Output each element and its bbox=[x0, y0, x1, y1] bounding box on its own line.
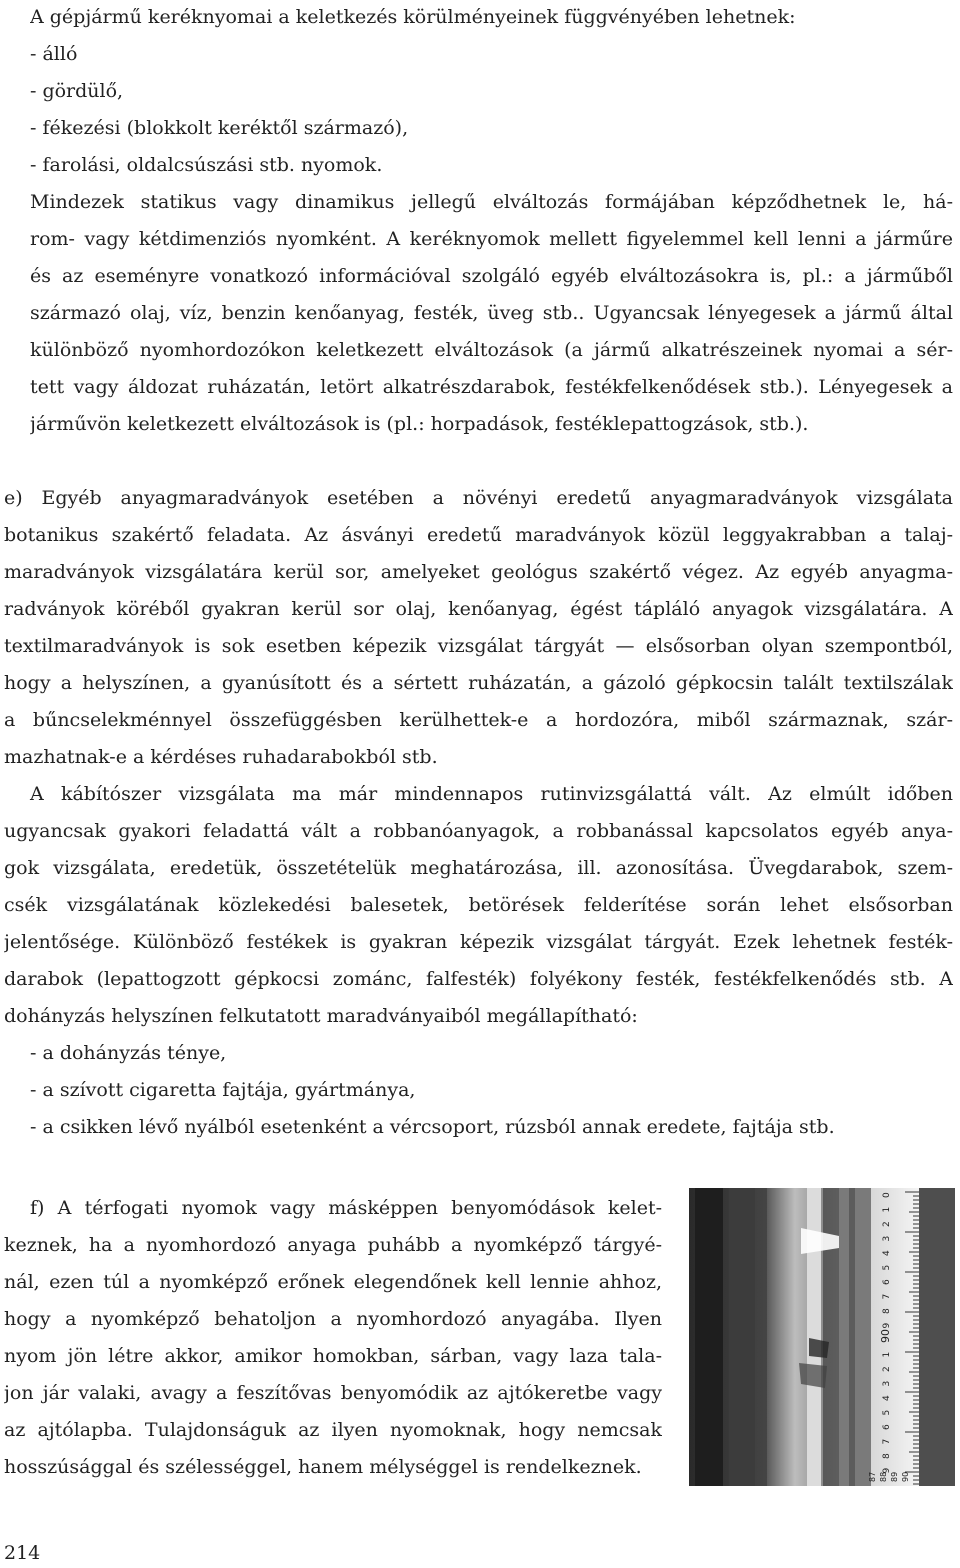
paragraph-line: az ajtólapba. Tulajdonságuk az ilyen nyomoknak, hogy nemcsak bbox=[4, 1419, 662, 1441]
paragraph-line: hogy a nyomképző behatoljon a nyomhordozó anyagába. Ilyen bbox=[4, 1308, 662, 1330]
paragraph-line: dohányzás helyszínen felkutatott maradványaiból megállapítható: bbox=[4, 1005, 638, 1027]
section-wheel-tracks bbox=[30, 0, 953, 443]
ruler-bottom-digit: 88 bbox=[879, 1471, 888, 1482]
paragraph-line: járművön keletkezett elváltozások is (pl.: horpadások, festéklepattogzások, stb.). bbox=[30, 413, 809, 435]
paragraph-line: és az eseményre vonatkozó információval szolgáló egyéb elváltozásokra is, pl.: a járműből bbox=[30, 265, 953, 287]
paragraph-line: f) A térfogati nyomok vagy másképpen benyomódások kelet- bbox=[30, 1197, 662, 1219]
paragraph-line: rom- vagy kétdimenziós nyomként. A keréknyomok mellett figyelemmel kell lenni a járműre bbox=[30, 228, 953, 250]
ruler-bottom-digit: 89 bbox=[890, 1471, 899, 1482]
paragraph-line: hogy a helyszínen, a gyanúsított és a sértett ruházatán, a gázoló gépkocsin talált textilszálak bbox=[4, 672, 953, 694]
paragraph-line: mazhatnak-e a kérdéses ruhadarabokból stb. bbox=[4, 746, 438, 768]
ruler-digit: 5 bbox=[882, 1264, 892, 1271]
paragraph-line: radványok köréből gyakran kerül sor olaj, kenőanyag, égést tápláló anyagok vizsgálatára. A bbox=[4, 598, 953, 620]
door-frame-indentation-image bbox=[689, 1188, 955, 1486]
paragraph-line: textilmaradványok is sok esetben képezik vizsgálat tárgyát — elsősorban olyan szempontból, bbox=[4, 635, 953, 657]
ruler-digit: 6 bbox=[882, 1279, 892, 1285]
paragraph-line: darabok (lepattogzott gépkocsi zománc, falfesték) folyékony festék, festékfelkenődés stb. A bbox=[4, 968, 953, 990]
ruler-digit: 9 bbox=[882, 1467, 892, 1474]
paragraph-line: gok vizsgálata, eredetük, összetételük meghatározása, ill. azonosítása. Üvegdarabok, szem- bbox=[4, 857, 953, 879]
list-item: - a dohányzás ténye, bbox=[30, 1042, 227, 1064]
ruler-digit: 5 bbox=[882, 1409, 892, 1416]
ruler-digit: 6 bbox=[882, 1424, 892, 1430]
list-item: - farolási, oldalcsúszási stb. nyomok. bbox=[30, 154, 383, 176]
ruler-digit: 3 bbox=[882, 1235, 892, 1242]
list-item: - a csikken lévő nyálból esetenként a vércsoport, rúzsból annak eredete, fajtája stb. bbox=[30, 1116, 835, 1138]
ruler-digit: 4 bbox=[882, 1250, 892, 1256]
paragraph-line: keznek, ha a nyomhordozó anyaga puhább a nyomképző tárgyé- bbox=[4, 1234, 662, 1256]
paragraph-line: nyom jön létre akkor, amikor homokban, sárban, vagy laza tala- bbox=[4, 1345, 662, 1367]
paragraph-line: a bűncselekménnyel összefüggésben kerülhettek-e a hordozóra, miből származnak, szár- bbox=[4, 709, 953, 731]
ruler-digit: 1 bbox=[882, 1351, 892, 1358]
evidence-photo bbox=[689, 1188, 955, 1486]
section-f-volumetric-traces bbox=[4, 1190, 662, 1486]
paragraph-line: A gépjármű keréknyomai a keletkezés körülményeinek függvényében lehetnek: bbox=[30, 6, 796, 28]
list-item: - gördülő, bbox=[30, 80, 124, 102]
ruler-digit: 7 bbox=[882, 1293, 892, 1300]
ruler-digit: 3 bbox=[882, 1380, 892, 1387]
ruler-digit: 7 bbox=[882, 1438, 892, 1445]
ruler-digit: 8 bbox=[882, 1308, 892, 1314]
ruler-digit: 90 bbox=[879, 1329, 892, 1343]
page-number: 214 bbox=[4, 1542, 41, 1564]
paragraph-line: csék vizsgálatának közlekedési balesetek, betörések felderítése során lehet elsősorban bbox=[4, 894, 953, 916]
list-item: - álló bbox=[30, 43, 78, 65]
section-e-other-residues bbox=[4, 480, 953, 1146]
ruler-digit: 8 bbox=[882, 1453, 892, 1459]
ruler-digit: 2 bbox=[882, 1366, 892, 1372]
ruler-digit: 4 bbox=[882, 1395, 892, 1401]
paragraph-line: maradványok vizsgálatára kerül sor, amelyeket geológus szakértő végez. Az egyéb anyagma- bbox=[4, 561, 953, 583]
paragraph-line: A kábítószer vizsgálata ma már mindennapos rutinvizsgálattá vált. Az elmúlt időben bbox=[30, 783, 953, 805]
ruler-digit: 1 bbox=[882, 1206, 892, 1213]
paragraph-line: származó olaj, víz, benzin kenőanyag, festék, üveg stb.. Ugyancsak lényegesek a jármű által bbox=[30, 302, 953, 324]
ruler-digit: 9 bbox=[882, 1322, 892, 1329]
list-item: - fékezési (blokkolt keréktől származó), bbox=[30, 117, 409, 139]
ruler-bottom-digit: 90 bbox=[901, 1471, 910, 1482]
paragraph-line: hosszúsággal és szélességgel, hanem mélységgel is rendelkeznek. bbox=[4, 1456, 642, 1478]
paragraph-line: különböző nyomhordozókon keletkezett elváltozások (a jármű alkatrészeinek nyomai a sér- bbox=[30, 339, 953, 361]
list-item: - a szívott cigaretta fajtája, gyártmánya, bbox=[30, 1079, 416, 1101]
paragraph-line: jelentősége. Különböző festékek is gyakran képezik vizsgálat tárgyát. Ezek lehetnek festék- bbox=[4, 931, 953, 953]
paragraph-line: botanikus szakértő feladata. Az ásványi eredetű maradványok közül leggyakrabban a talaj- bbox=[4, 524, 953, 546]
paragraph-line: tett vagy áldozat ruházatán, letört alkatrészdarabok, festékfelkenődések stb.). Lényegesek a bbox=[30, 376, 953, 398]
ruler-digit: 2 bbox=[882, 1221, 892, 1227]
paragraph-line: ugyancsak gyakori feladattá vált a robbanóanyagok, a robbanással kapcsolatos egyéb anya- bbox=[4, 820, 953, 842]
paragraph-line: Mindezek statikus vagy dinamikus jellegű elváltozás formájában képződhetnek le, há- bbox=[30, 191, 953, 213]
paragraph-line: jon jár valaki, avagy a feszítővas benyomódik az ajtókeretbe vagy bbox=[4, 1382, 662, 1404]
paragraph-line: e) Egyéb anyagmaradványok esetében a növényi eredetű anyagmaradványok vizsgálata bbox=[4, 487, 953, 509]
paragraph-line: nál, ezen túl a nyomképző erőnek elegendőnek kell lennie ahhoz, bbox=[4, 1271, 662, 1293]
ruler-digit: 0 bbox=[882, 1192, 892, 1198]
ruler-bottom-digit: 87 bbox=[868, 1471, 877, 1482]
